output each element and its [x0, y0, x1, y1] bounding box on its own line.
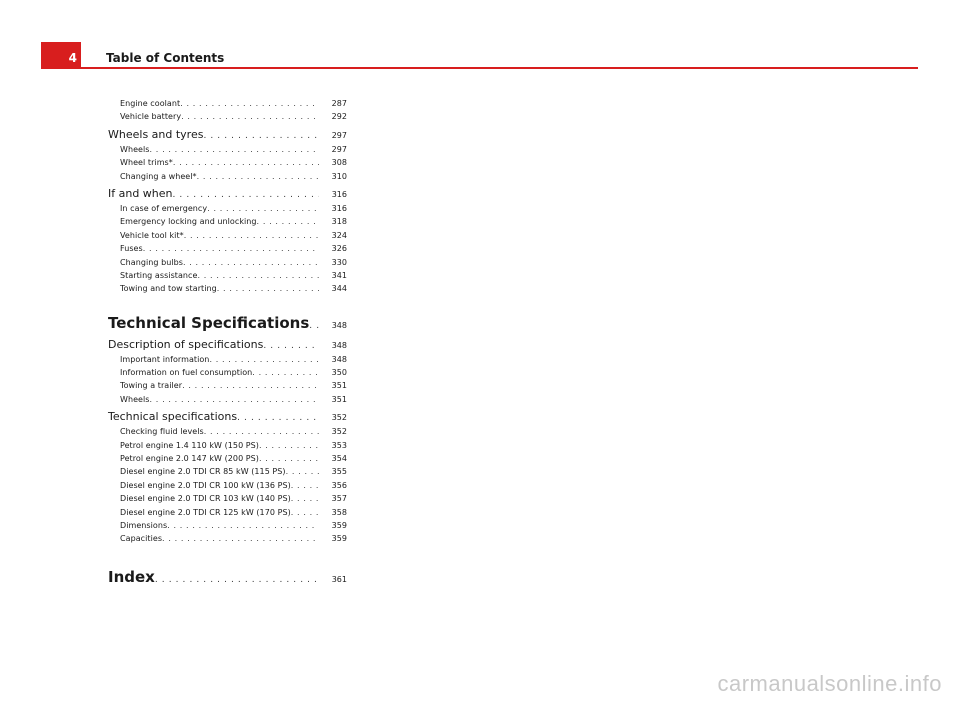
toc-entry-page: 359 — [331, 534, 347, 544]
toc-entry-label: Engine coolant — [120, 99, 181, 108]
toc-entry-page: 348 — [331, 354, 347, 364]
toc-entry-page: 341 — [331, 270, 347, 280]
toc-entry[interactable] — [108, 425, 347, 438]
toc-entry-label: Fuses — [120, 244, 143, 254]
toc-entry-label: Dimensions — [120, 520, 168, 530]
toc-entry-label: Wheel trims* — [120, 158, 173, 168]
dot-leader — [259, 439, 319, 452]
toc-entry-label: Emergency locking and unlocking — [120, 217, 257, 227]
toc-entry-page: 355 — [331, 467, 347, 477]
dot-leader — [167, 519, 319, 532]
toc-entry-page: 292 — [331, 112, 347, 122]
toc-entry-page: 351 — [331, 381, 347, 391]
dot-leader — [197, 269, 319, 282]
toc-entry-label: Diesel engine 2.0 TDI CR 85 kW (115 PS) — [120, 467, 286, 477]
toc-entry[interactable] — [108, 393, 347, 406]
toc-entry-page: 357 — [331, 494, 347, 504]
toc-entry-page: 318 — [331, 217, 347, 227]
dot-leader — [309, 315, 319, 337]
toc-entry[interactable] — [108, 465, 347, 478]
toc-entry-label: Diesel engine 2.0 TDI CR 100 kW (136 PS) — [120, 480, 291, 490]
toc-entry-page: 316 — [331, 203, 347, 213]
dot-leader — [162, 532, 319, 545]
toc-entry[interactable] — [108, 492, 347, 505]
dot-leader — [173, 187, 319, 203]
dot-leader — [143, 242, 319, 255]
page-number: 4 — [41, 42, 81, 69]
toc-entry[interactable] — [108, 532, 347, 545]
toc-entry[interactable] — [108, 229, 347, 242]
toc-entry-label: Information on fuel consumption — [120, 368, 253, 378]
toc-entry-page: 353 — [331, 440, 347, 450]
toc-entry-label: Towing and tow starting — [120, 284, 217, 294]
dot-leader — [180, 97, 319, 110]
dot-leader — [257, 215, 319, 228]
toc-entry-page: 344 — [331, 284, 347, 294]
toc-entry[interactable] — [108, 379, 347, 392]
dot-leader — [259, 452, 319, 465]
toc-entry-label: Wheels — [120, 144, 150, 154]
dot-leader — [286, 465, 319, 478]
dot-leader — [207, 202, 319, 215]
toc-entry-page: 358 — [331, 507, 347, 517]
toc-entry[interactable] — [108, 506, 347, 519]
toc-entry-page: 351 — [331, 394, 347, 404]
toc-entry[interactable] — [108, 452, 347, 465]
toc-entry-label: Checking fluid levels — [120, 427, 204, 437]
dot-leader — [203, 128, 319, 144]
page-header — [41, 42, 918, 69]
toc-chapter[interactable] — [108, 409, 347, 425]
dot-leader — [173, 156, 319, 169]
toc-entry-label: Petrol engine 2.0 147 kW (200 PS) — [120, 454, 259, 464]
toc-entry[interactable] — [108, 519, 347, 532]
toc-entry-page: 359 — [331, 520, 347, 530]
dot-leader — [209, 353, 319, 366]
toc-entry[interactable] — [108, 256, 347, 269]
toc-entry[interactable] — [108, 479, 347, 492]
toc-entry[interactable] — [108, 215, 347, 228]
toc-section[interactable] — [108, 566, 347, 588]
toc-entry-label: Towing a trailer — [120, 381, 183, 391]
toc-entry-label: Changing a wheel* — [120, 171, 197, 181]
watermark: carmanualsonline.info — [717, 671, 942, 696]
dot-leader — [197, 170, 319, 183]
toc-entry-page: 361 — [331, 574, 347, 584]
toc-entry[interactable] — [108, 353, 347, 366]
toc-entry-page: 326 — [331, 244, 347, 254]
toc-entry[interactable] — [108, 269, 347, 282]
toc-entry-label: Technical specifications — [108, 410, 238, 424]
toc-chapter[interactable] — [108, 337, 347, 353]
dot-leader — [204, 425, 319, 438]
toc-entry-page: 348 — [331, 340, 347, 350]
dot-leader — [217, 282, 319, 295]
toc-entry-label: Petrol engine 1.4 110 kW (150 PS) — [120, 440, 259, 450]
toc-entry-page: 354 — [331, 454, 347, 464]
dot-leader — [237, 410, 319, 426]
toc-entry[interactable] — [108, 170, 347, 183]
toc-entry[interactable] — [108, 143, 347, 156]
toc-entry-label: Capacities — [120, 534, 163, 544]
dot-leader — [150, 393, 319, 406]
dot-leader — [181, 110, 319, 123]
toc-entry-label: Important information — [120, 354, 210, 364]
toc-chapter[interactable] — [108, 186, 347, 202]
toc-entry-label: Wheels — [120, 394, 150, 404]
dot-leader — [291, 506, 319, 519]
toc-entry-page: 330 — [331, 257, 347, 267]
toc-entry-label: Changing bulbs — [120, 257, 183, 267]
dot-leader — [291, 479, 319, 492]
dot-leader — [183, 256, 319, 269]
toc-entry-label: Wheels and tyres — [108, 127, 204, 141]
dot-leader — [184, 229, 319, 242]
dot-leader — [291, 492, 319, 505]
toc-entry[interactable] — [108, 202, 347, 215]
dot-leader — [263, 338, 319, 354]
toc-entry-page: 352 — [331, 413, 347, 423]
toc-entry-label: Technical Specifications — [108, 313, 310, 332]
toc-entry-label: Index — [108, 567, 155, 586]
toc-entry-page: 350 — [331, 368, 347, 378]
toc-entry-label: Diesel engine 2.0 TDI CR 125 kW (170 PS) — [120, 507, 291, 517]
table-of-contents — [108, 97, 347, 588]
toc-entry-label: In case of emergency — [120, 203, 208, 213]
dot-leader — [182, 379, 319, 392]
toc-entry-page: 356 — [331, 480, 347, 490]
toc-entry[interactable] — [108, 439, 347, 452]
toc-entry-page: 308 — [331, 158, 347, 168]
toc-entry-page: 297 — [331, 144, 347, 154]
dot-leader — [155, 569, 319, 591]
toc-section[interactable] — [108, 312, 347, 334]
toc-entry-page: 287 — [331, 99, 347, 108]
toc-entry[interactable] — [108, 156, 347, 169]
page-title: Table of Contents — [106, 51, 225, 65]
toc-entry[interactable] — [108, 366, 347, 379]
toc-entry-page: 316 — [331, 189, 347, 199]
toc-entry-page: 310 — [331, 171, 347, 181]
toc-entry-page: 352 — [331, 427, 347, 437]
toc-entry-label: If and when — [108, 186, 173, 200]
toc-entry-label: Vehicle tool kit* — [120, 230, 184, 240]
dot-leader — [252, 366, 319, 379]
dot-leader — [150, 143, 319, 156]
toc-entry-page: 297 — [331, 130, 347, 140]
toc-entry[interactable] — [108, 242, 347, 255]
toc-entry-page: 324 — [331, 230, 347, 240]
toc-entry-label: Description of specifications — [108, 337, 264, 351]
toc-entry[interactable] — [108, 282, 347, 295]
toc-entry-label: Vehicle battery — [120, 112, 182, 122]
toc-chapter[interactable] — [108, 127, 347, 143]
toc-entry[interactable] — [108, 97, 347, 110]
toc-entry[interactable] — [108, 110, 347, 123]
toc-entry-label: Diesel engine 2.0 TDI CR 103 kW (140 PS) — [120, 494, 291, 504]
toc-entry-label: Starting assistance — [120, 270, 198, 280]
toc-entry-page: 348 — [331, 320, 347, 330]
